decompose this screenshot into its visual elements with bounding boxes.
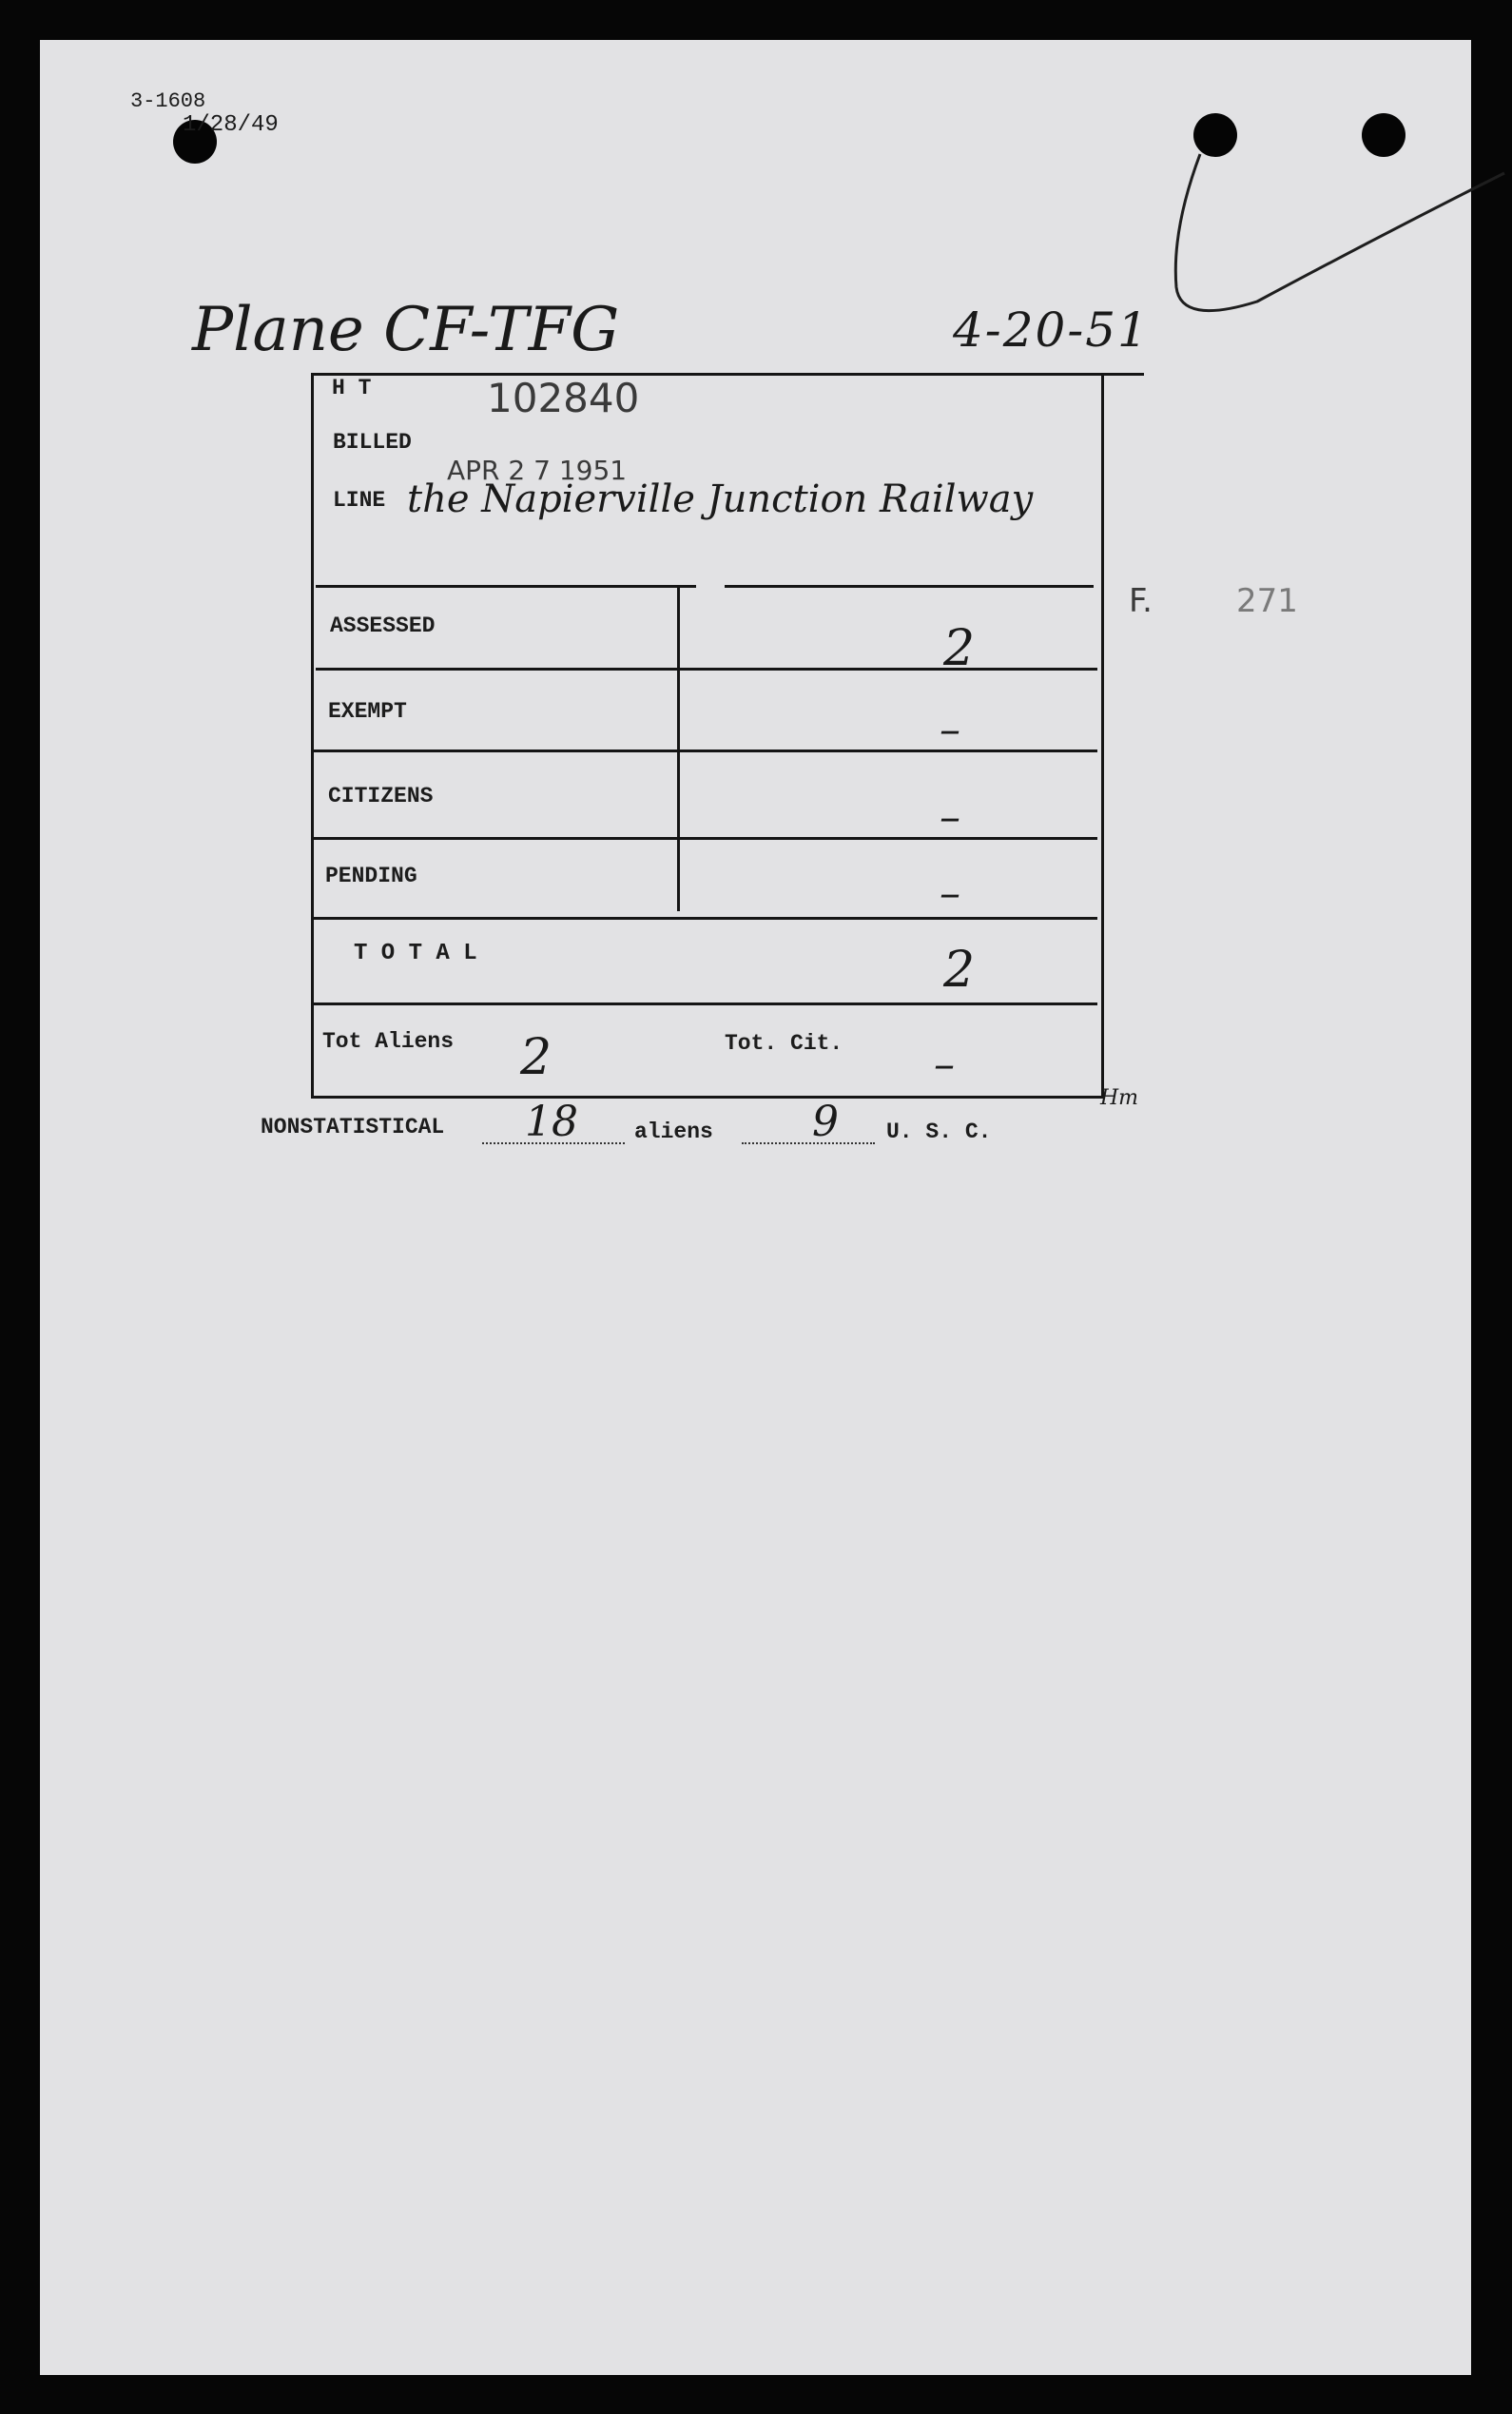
table-top-right xyxy=(725,585,1094,588)
plane-id: Plane CF-TFG xyxy=(192,295,620,365)
assessed-value: 2 xyxy=(943,620,976,677)
form-number: 3-1608 xyxy=(130,89,206,113)
table-top-left xyxy=(316,585,696,588)
usc-label: U. S. C. xyxy=(886,1119,992,1144)
line-value: the Napierville Junction Railway xyxy=(407,477,1034,521)
table-row-line xyxy=(314,917,1097,920)
ht-label: H T xyxy=(332,376,372,400)
side-note-number: 271 xyxy=(1236,582,1298,620)
card-border-left xyxy=(311,373,314,1098)
exempt-value: – xyxy=(940,706,960,754)
document-page xyxy=(40,40,1471,2375)
tot-cit-label: Tot. Cit. xyxy=(725,1031,843,1056)
handwritten-date: 4-20-51 xyxy=(953,302,1150,358)
nonstatistical-label: NONSTATISTICAL xyxy=(261,1115,445,1139)
side-note-prefix: F. xyxy=(1129,582,1153,620)
pending-value: – xyxy=(940,869,960,918)
initials: Hm xyxy=(1100,1086,1139,1110)
card-border-top xyxy=(311,373,1144,376)
pending-label: PENDING xyxy=(325,864,417,888)
citizens-value: – xyxy=(940,793,960,842)
nonstatistical-usc-value: 9 xyxy=(812,1098,839,1146)
check-mark-icon xyxy=(1143,116,1512,363)
ht-number: 102840 xyxy=(487,375,640,421)
exempt-label: EXEMPT xyxy=(328,699,407,724)
table-row-line xyxy=(316,668,1097,671)
total-value: 2 xyxy=(943,942,976,999)
nonstatistical-aliens-value: 18 xyxy=(525,1098,578,1146)
tot-cit-value: – xyxy=(934,1041,955,1089)
total-label: T O T A L xyxy=(354,941,477,966)
citizens-label: CITIZENS xyxy=(328,784,434,808)
tot-aliens-label: Tot Aliens xyxy=(322,1029,455,1054)
aliens-label: aliens xyxy=(634,1119,713,1144)
tot-aliens-value: 2 xyxy=(520,1029,552,1086)
form-date: 1/28/49 xyxy=(183,112,279,138)
line-label: LINE xyxy=(333,488,386,513)
billed-label: BILLED xyxy=(333,430,412,455)
billed-date: APR 2 7 1951 xyxy=(447,455,628,486)
card-border-right xyxy=(1101,373,1104,1098)
assessed-label: ASSESSED xyxy=(330,613,436,638)
usc-blank xyxy=(742,1142,875,1144)
table-row-line xyxy=(314,837,1097,840)
card-border-bottom xyxy=(311,1096,1104,1099)
table-row-line xyxy=(314,750,1097,752)
table-row-line xyxy=(314,1003,1097,1005)
